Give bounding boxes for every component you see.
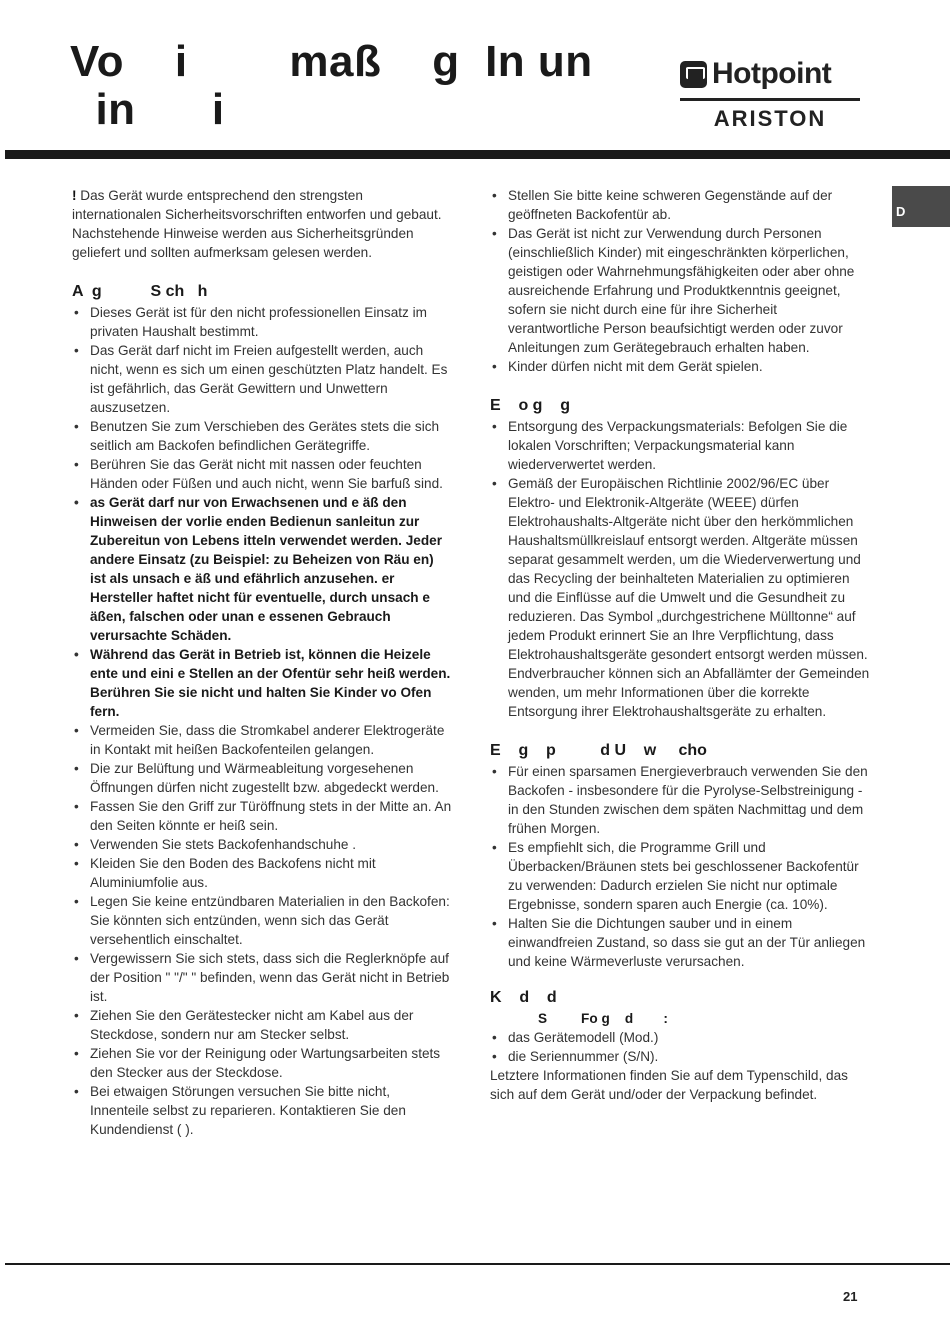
list-item: • Das Gerät ist nicht zur Verwendung durch Personen (einschließlich Kinder) mit eingeschränkten körperlichen, geistigen oder Wahrnehmungsfähigkeiten oder aber ohne ausreichende Erfahrung und Produktkenntnis geeignet, sofern sie nicht durch eine für ihre Sicherheit verantwortliche Person beaufsichtigt werden oder zuvor Anleitungen zum Gerätegebrauch erhalten haben.	[490, 224, 870, 357]
heading-safety: A g S ch h	[72, 283, 208, 300]
intro-text: Das Gerät wurde entsprechend den strengsten internationalen Sicherheitsvorschriften entworfen und gebaut. Nachstehende Hinweise werden aus Sicherheitsgründen geliefert und sollten aufmerksam gelesen werden.	[72, 188, 442, 260]
language-tab	[892, 186, 950, 227]
list-item: • Stellen Sie bitte keine schweren Gegenstände auf der geöffneten Backofentür ab.	[490, 186, 870, 224]
hotpoint-logo-icon	[680, 61, 707, 88]
heading-energy: E g p d U w cho	[490, 742, 707, 759]
service-subheading: S Fo g d :	[538, 1011, 668, 1026]
list-item: • Entsorgung des Verpackungsmaterials: Befolgen Sie die lokalen Vorschriften; Verpackungsmaterial kann wiederverwertet werden.	[490, 417, 870, 474]
energy-list	[490, 762, 870, 971]
warning-mark: !	[72, 188, 77, 203]
list-item: • Vergewissern Sie sich stets, dass sich die Reglerknöpfe auf der Position " "/" " befinden, wenn das Gerät nicht in Betrieb ist.	[72, 949, 452, 1006]
list-item: • Ziehen Sie den Gerätestecker nicht am Kabel aus der Steckdose, sondern nur am Stecker selbst.	[72, 1006, 452, 1044]
list-item: • Gemäß der Europäischen Richtlinie 2002/96/EC über Elektro- und Elektronik-Altgeräte (WEEE) dürfen Elektrohaushalts-Altgeräte nicht über den herkömmlichen Haushaltsmüllkreislauf entsorgt werden. Altgeräte müssen separat gesammelt werden, um die Wiederverwertung und das Recycling der beinhalteten Materialien zu optimieren und die Einflüsse auf die Umwelt und die Gesundheit zu reduzieren. Das Symbol „durchgestrichene Mülltonne“ auf jedem Produkt erinnert Sie an Ihre Verpflichtung, dass Elektrohaushaltsgeräte gesondert entsorgt werden müssen.	[490, 474, 870, 664]
page-title-line-2: in i	[70, 85, 225, 134]
list-item: • Berühren Sie das Gerät nicht mit nassen oder feuchten Händen oder Füßen und auch nicht, wenn Sie barfuß sind.	[72, 455, 452, 493]
list-item: • Legen Sie keine entzündbaren Materialien in den Backofen: Sie könnten sich entzünden, wenn sich das Gerät versehentlich einschaltet.	[72, 892, 452, 949]
list-item: • Verwenden Sie stets Backofenhandschuhe .	[72, 835, 452, 854]
service-text: Letztere Informationen finden Sie auf dem Typenschild, das sich auf dem Gerät und/oder der Verpackung befindet.	[490, 1068, 848, 1102]
list-item-bold: • Während das Gerät in Betrieb ist, können die Heizele ente und eini e Stellen an der Ofentür sehr heiß werden. Berühren Sie sie nicht und halten Sie Kinder vo Ofen fern.	[72, 645, 452, 721]
list-item: • Ziehen Sie vor der Reinigung oder Wartungsarbeiten stets den Stecker aus der Steckdose.	[72, 1044, 452, 1082]
safety-list	[72, 303, 452, 1139]
intro-paragraph	[72, 186, 452, 262]
footer-divider	[5, 1263, 950, 1265]
service-list	[490, 1028, 870, 1066]
list-item: • das Gerätemodell (Mod.)	[490, 1028, 870, 1047]
list-item: • Dieses Gerät ist für den nicht professionellen Einsatz im privaten Haushalt bestimmt.	[72, 303, 452, 341]
logo-rule	[680, 98, 860, 101]
disposal-list	[490, 417, 870, 664]
heading-service: K d d	[490, 989, 557, 1006]
list-item: • Die zur Belüftung und Wärmeableitung vorgesehenen Öffnungen dürfen nicht zugestellt bzw. abgedeckt werden.	[72, 759, 452, 797]
list-item: • Benutzen Sie zum Verschieben des Gerätes stets die sich seitlich am Backofen befindlichen Gerätegriffe.	[72, 417, 452, 455]
language-tab-label: D	[896, 204, 906, 219]
brand-row	[680, 56, 862, 92]
list-item: • Vermeiden Sie, dass die Stromkabel anderer Elektrogeräte in Kontakt mit heißen Backofenteilen gelangen.	[72, 721, 452, 759]
brand-name: Hotpoint	[712, 57, 832, 90]
heading-disposal: E o g g	[490, 397, 570, 414]
page-number: 21	[843, 1289, 858, 1304]
list-item-bold: • as Gerät darf nur von Erwachsenen und e äß den Hinweisen der vorlie enden Bedienun sanleitun zur Zubereitun von Lebens itteln verwendet werden. Jeder andere Einsatz (zu Beispiel: zu Beheizen von Räu en) ist als unsach e äß und efährlich anzusehen. er Hersteller haftet nicht für eventuelle, durch unsach e äßen, falschen oder unan e essenen Gebrauch verursachte Schäden.	[72, 493, 452, 645]
brand-logo	[680, 56, 862, 132]
list-item: • Es empfiehlt sich, die Programme Grill und Überbacken/Bräunen stets bei geschlossener Backofentür zu verwenden: Dadurch erzielen Sie nicht nur optimale Ergebnisse, sondern sparen auch Energie (ca. 10%).	[490, 838, 870, 914]
page-title	[70, 38, 630, 134]
brand-subname: ARISTON	[713, 106, 827, 131]
safety-list-continued	[490, 186, 870, 376]
list-item: • Kleiden Sie den Boden des Backofens nicht mit Aluminiumfolie aus.	[72, 854, 452, 892]
list-item: • Halten Sie die Dichtungen sauber und in einem einwandfreien Zustand, so dass sie gut an der Tür anliegen und keine Wärmeverluste verursachen.	[490, 914, 870, 971]
list-item: • Das Gerät darf nicht im Freien aufgestellt werden, auch nicht, wenn es sich um einen geschützten Platz handelt. Es ist gefährlich, das Gerät Gewittern und Unwettern auszusetzen.	[72, 341, 452, 417]
list-item: • die Seriennummer (S/N).	[490, 1047, 870, 1066]
list-item: • Fassen Sie den Griff zur Türöffnung stets in der Mitte an. An den Seiten könnte er heiß sein.	[72, 797, 452, 835]
list-item: • Für einen sparsamen Energieverbrauch verwenden Sie den Backofen - insbesondere für die Pyrolyse-Selbstreinigung - in den Stunden zwischen dem späten Nachmittag und dem frühen Morgen.	[490, 762, 870, 838]
left-column	[72, 186, 452, 1139]
header-divider	[5, 150, 950, 159]
page-title-line-1: Vo i maß g In un	[70, 37, 593, 86]
list-item: • Kinder dürfen nicht mit dem Gerät spielen.	[490, 357, 870, 376]
disposal-extra-text: Endverbraucher können sich an Abfallämter der Gemeinden wenden, um mehr Informationen über die korrekte Entsorgung ihrer Elektrohaushaltsgeräte zu erhalten.	[508, 666, 870, 719]
right-column	[490, 186, 870, 1104]
list-item: • Bei etwaigen Störungen versuchen Sie bitte nicht, Innenteile selbst zu reparieren. Kontaktieren Sie den Kundendienst ( ).	[72, 1082, 452, 1139]
